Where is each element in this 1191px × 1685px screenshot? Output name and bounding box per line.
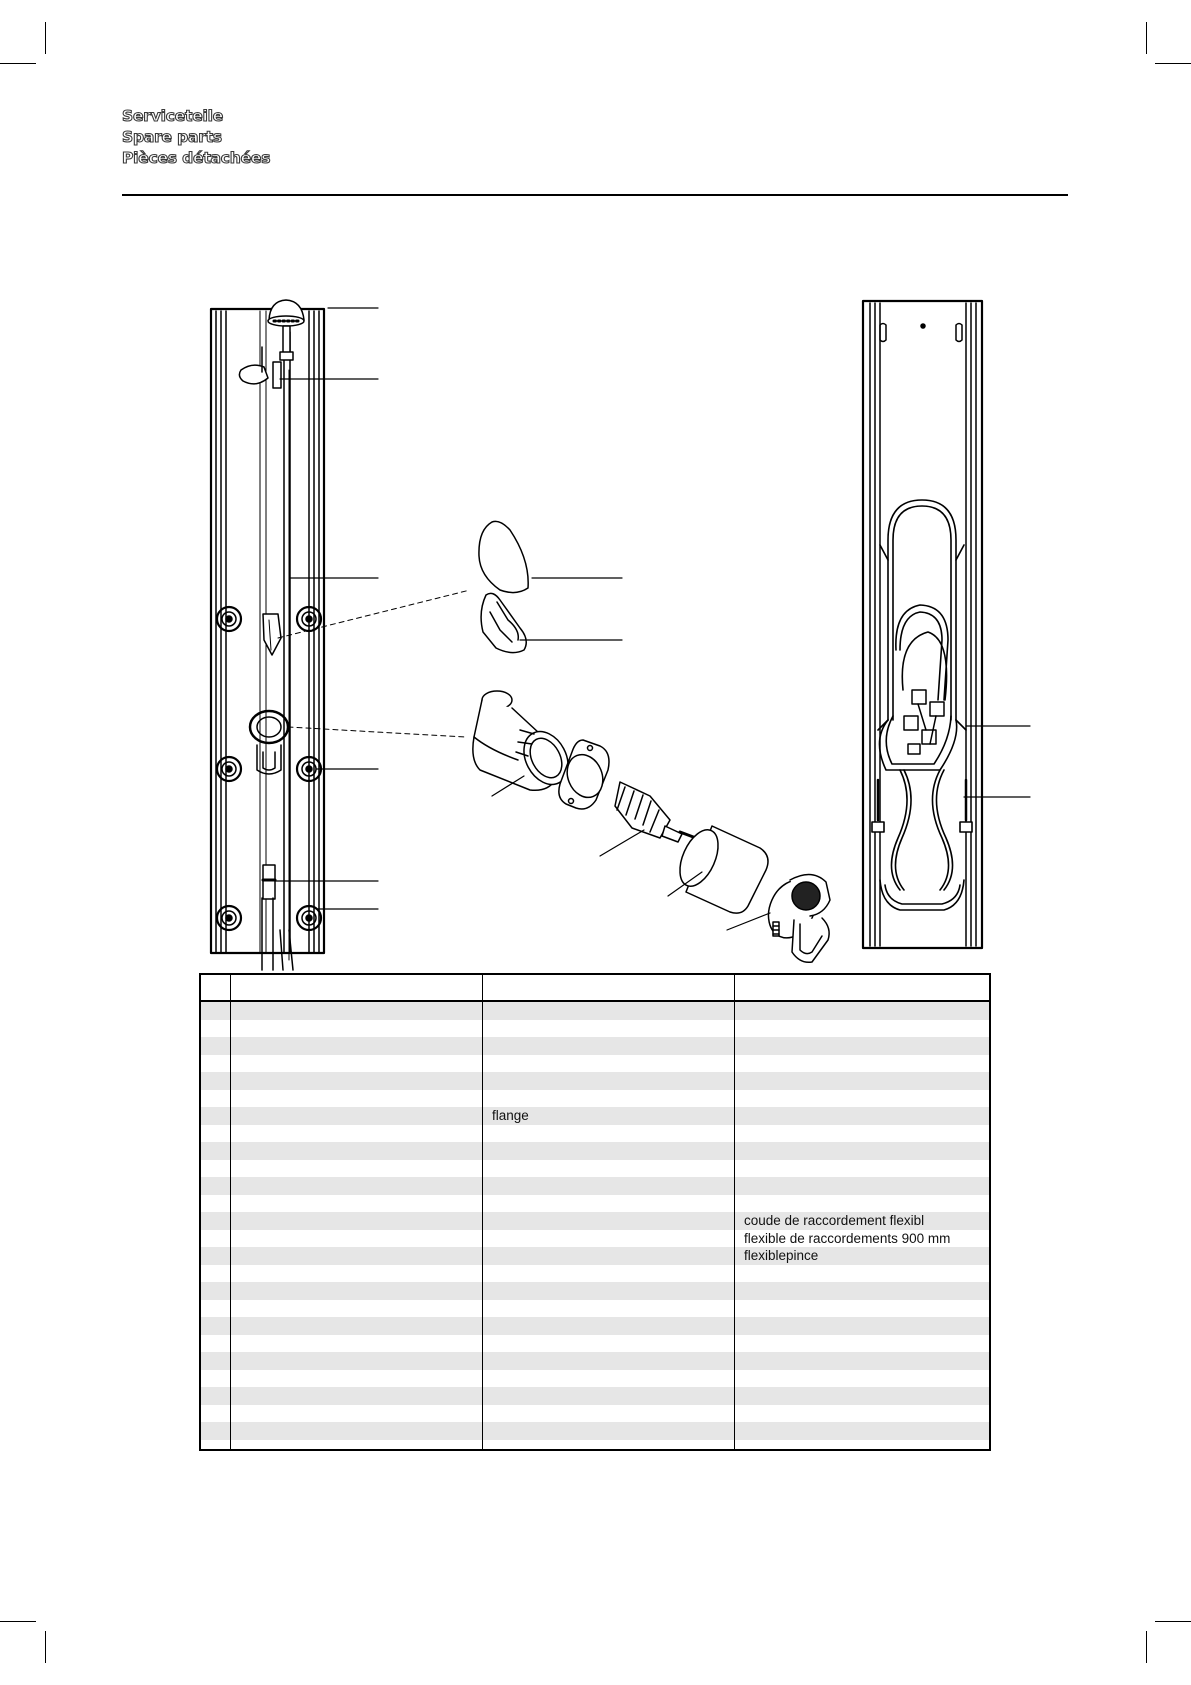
table-cell <box>483 1405 743 1423</box>
table-row <box>201 1370 989 1388</box>
table-row <box>201 1265 989 1283</box>
table-cell <box>735 1370 1000 1388</box>
crop-mark-bottom-left <box>0 1621 36 1622</box>
title-german: Serviceteile <box>122 107 224 125</box>
table-cell <box>735 1405 1000 1423</box>
table-cell <box>231 1090 491 1108</box>
table-row <box>201 1072 989 1090</box>
table-cell <box>231 1020 491 1038</box>
table-cell <box>483 1020 743 1038</box>
table-row <box>201 1300 989 1318</box>
table-cell <box>231 1230 491 1248</box>
table-cell <box>231 1212 491 1230</box>
table-cell <box>483 1055 743 1073</box>
table-cell <box>483 1037 743 1055</box>
table-cell <box>231 1160 491 1178</box>
table-cell <box>735 1142 1000 1160</box>
table-cell <box>483 1160 743 1178</box>
table-cell <box>483 1072 743 1090</box>
table-cell <box>483 1335 743 1353</box>
crop-mark-bottom-right <box>1155 1621 1191 1622</box>
table-row <box>201 1352 989 1370</box>
crop-mark-bottom-right <box>1146 1631 1147 1663</box>
sleeve-icon <box>668 824 768 913</box>
table-row <box>201 1405 989 1423</box>
title-french: Pièces détachées <box>122 149 271 167</box>
table-cell <box>231 1387 491 1405</box>
table-cell <box>483 1195 743 1213</box>
table-cell <box>735 1002 1000 1020</box>
table-cell <box>735 1072 1000 1090</box>
dashed-connector-handle <box>278 590 470 638</box>
table-row <box>201 1090 989 1108</box>
table-cell <box>483 1387 743 1405</box>
rear-panel-drawing <box>863 301 982 948</box>
table-cell <box>735 1090 1000 1108</box>
table-cell <box>483 1352 743 1370</box>
column-divider <box>230 975 231 1449</box>
table-cell <box>735 1107 1000 1125</box>
table-cell <box>483 1247 743 1265</box>
table-cell <box>483 1317 743 1335</box>
table-cell <box>735 1195 1000 1213</box>
table-cell: flexible de raccordements 900 mm <box>744 1230 951 1246</box>
thermostatic-cartridge-icon <box>600 782 696 856</box>
table-cell <box>231 1107 491 1125</box>
table-row <box>201 1002 989 1020</box>
table-row <box>201 1160 989 1178</box>
table-cell <box>231 1055 491 1073</box>
table-cell <box>231 1317 491 1335</box>
table-cell <box>735 1160 1000 1178</box>
table-cell <box>483 1265 743 1283</box>
table-cell <box>231 1282 491 1300</box>
table-cell <box>231 1037 491 1055</box>
column-divider <box>482 975 483 1449</box>
table-cell <box>231 1002 491 1020</box>
leader-lines-right <box>964 726 1030 797</box>
table-cell <box>483 1282 743 1300</box>
table-cell <box>231 1265 491 1283</box>
table-row <box>201 1055 989 1073</box>
shower-head-icon <box>268 300 304 360</box>
table-cell <box>231 1247 491 1265</box>
table-row <box>201 1020 989 1038</box>
column-divider <box>734 975 735 1449</box>
table-cell <box>735 1282 1000 1300</box>
table-header-cell <box>231 975 491 993</box>
rear-hose-loops-icon <box>872 500 972 910</box>
panel-valve-ring-icon <box>250 711 288 774</box>
table-cell <box>231 1177 491 1195</box>
table-row <box>201 1317 989 1335</box>
table-cell <box>483 1177 743 1195</box>
table-cell <box>483 1300 743 1318</box>
crop-mark-bottom-left <box>45 1631 46 1663</box>
table-cell: coude de raccordement flexibl <box>744 1213 925 1228</box>
table-header-cell <box>735 975 1000 993</box>
table-row <box>201 1387 989 1405</box>
table-cell <box>231 1300 491 1318</box>
table-cell <box>735 1300 1000 1318</box>
table-cell <box>735 1055 1000 1073</box>
table-row <box>201 1125 989 1143</box>
table-row <box>201 1422 989 1440</box>
handle-cover-icon <box>479 521 622 592</box>
table-row <box>201 1212 989 1230</box>
table-cell <box>735 1422 1000 1440</box>
table-row <box>201 1107 989 1125</box>
table-row <box>201 1037 989 1055</box>
table-cell <box>735 1335 1000 1353</box>
table-cell <box>483 1125 743 1143</box>
parts-table <box>199 973 991 1451</box>
table-cell <box>735 1125 1000 1143</box>
table-cell <box>483 1212 743 1230</box>
table-cell <box>231 1125 491 1143</box>
table-cell <box>735 1020 1000 1038</box>
table-cell <box>231 1422 491 1440</box>
table-cell: flange <box>492 1108 529 1123</box>
table-cell <box>231 1405 491 1423</box>
flange-plate-icon <box>559 740 609 809</box>
table-cell <box>231 1072 491 1090</box>
table-cell <box>483 1090 743 1108</box>
table-row <box>201 1230 989 1248</box>
table-cell <box>735 1037 1000 1055</box>
table-row <box>201 1247 989 1265</box>
table-cell <box>735 1177 1000 1195</box>
table-row <box>201 1177 989 1195</box>
table-cell <box>231 1335 491 1353</box>
table-cell <box>483 1370 743 1388</box>
table-cell <box>483 1002 743 1020</box>
table-cell <box>483 1142 743 1160</box>
table-header <box>201 975 989 1002</box>
table-cell: flexiblepince <box>744 1248 819 1263</box>
table-cell <box>231 1352 491 1370</box>
table-cell <box>231 1195 491 1213</box>
table-header-cell <box>483 975 743 993</box>
table-cell <box>735 1317 1000 1335</box>
table-cell <box>735 1265 1000 1283</box>
table-row <box>201 1282 989 1300</box>
handle-lever-icon <box>481 593 622 652</box>
table-cell <box>483 1230 743 1248</box>
table-cell <box>231 1370 491 1388</box>
table-cell <box>735 1352 1000 1370</box>
table-row <box>201 1335 989 1353</box>
table-cell <box>735 1387 1000 1405</box>
table-row <box>201 1195 989 1213</box>
table-cell <box>483 1422 743 1440</box>
title-english: Spare parts <box>122 128 222 146</box>
table-cell <box>231 1142 491 1160</box>
table-row <box>201 1142 989 1160</box>
